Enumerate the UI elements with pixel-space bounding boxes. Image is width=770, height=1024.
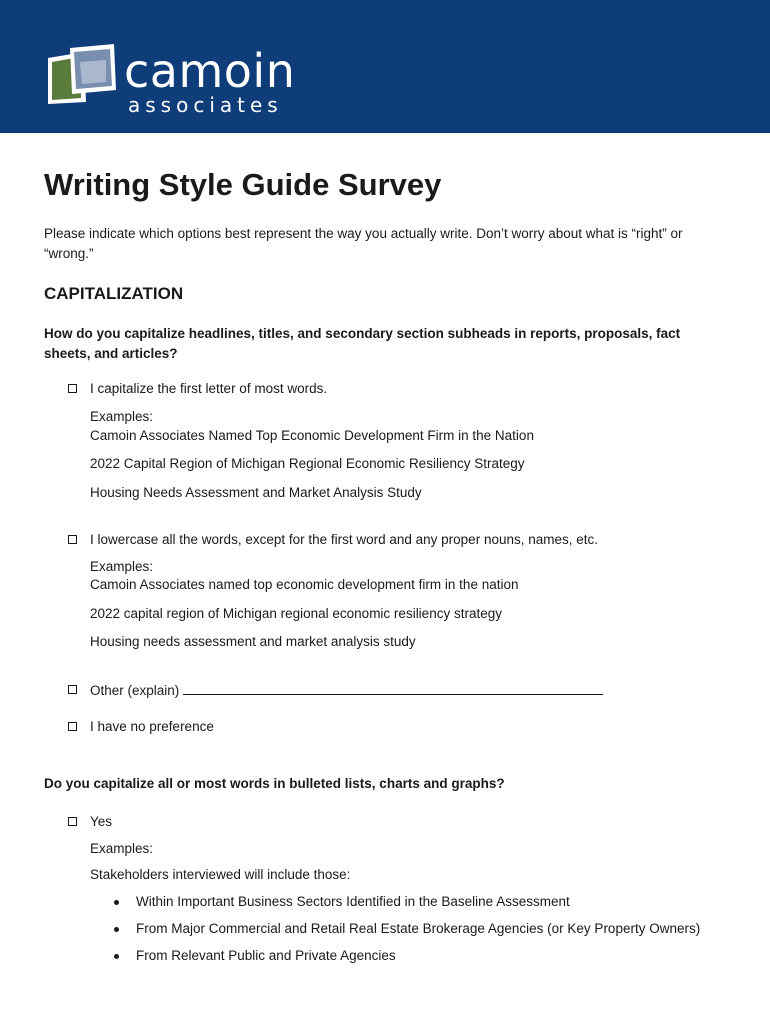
question-2: Do you capitalize all or most words in bulleted lists, charts and graphs?	[44, 776, 505, 791]
example-line: Camoin Associates named top economic development firm in the nation	[90, 577, 519, 592]
logo-squares-icon	[44, 44, 124, 120]
section-title: CAPITALIZATION	[44, 284, 184, 303]
logo-wordmark: camoin	[124, 44, 296, 98]
option-label: I capitalize the first letter of most words.	[90, 381, 328, 396]
example-line: Housing needs assessment and market analysis study	[90, 634, 416, 649]
option-other[interactable]	[68, 680, 628, 700]
option-label: I lowercase all the words, except for the first word and any proper nouns, names, etc.	[90, 532, 599, 547]
checkbox[interactable]	[68, 685, 77, 694]
explain-field[interactable]	[183, 680, 603, 695]
bullet-icon	[114, 927, 119, 932]
example-line: 2022 capital region of Michigan regional economic resiliency strategy	[90, 606, 502, 621]
examples-label: Examples:	[90, 841, 154, 856]
option-label: Yes	[90, 814, 113, 829]
example-line: Housing Needs Assessment and Market Analysis Study	[90, 485, 422, 500]
example-line: Camoin Associates Named Top Economic Development Firm in the Nation	[90, 428, 534, 443]
question-1: How do you capitalize headlines, titles, and secondary section subheads in reports, proposals, fact sheets, and articles?	[44, 326, 681, 361]
bullet-icon	[114, 900, 119, 905]
checkbox[interactable]	[68, 722, 77, 731]
camoin-associates-logo	[44, 44, 304, 120]
page-title: Writing Style Guide Survey	[44, 167, 442, 202]
header-banner	[0, 0, 770, 133]
bullet-icon	[114, 954, 119, 959]
checkbox[interactable]	[68, 817, 77, 826]
checkbox[interactable]	[68, 384, 77, 393]
examples-label: Examples:	[90, 559, 154, 574]
checkbox[interactable]	[68, 535, 77, 544]
example-line: 2022 Capital Region of Michigan Regional Economic Resiliency Strategy	[90, 456, 525, 471]
intro-text: Please indicate which options best represent the way you actually write. Don’t worry about what is “right” or “wrong.”	[44, 226, 683, 261]
option-label: I have no preference	[90, 719, 214, 734]
logo-subtitle: associates	[128, 93, 283, 117]
examples-label: Examples:	[90, 409, 154, 424]
option-label: Other (explain)	[90, 683, 180, 698]
example-lead: Stakeholders interviewed will include those:	[90, 867, 351, 882]
